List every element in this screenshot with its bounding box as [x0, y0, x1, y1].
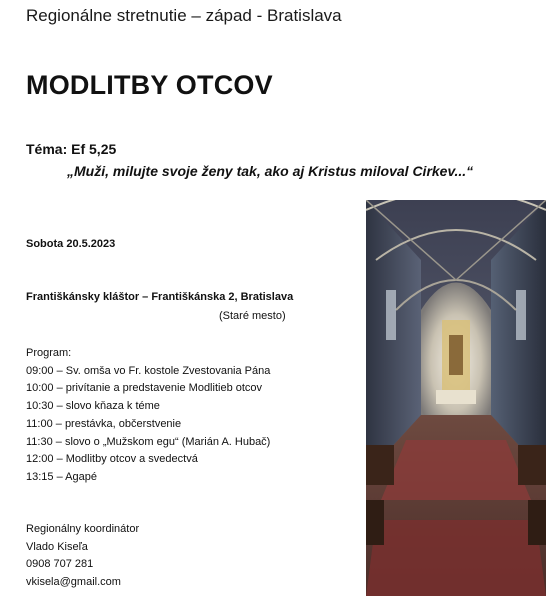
program-item: 11:30 – slovo o „Mužskom egu“ (Marián A. Hubač) [26, 435, 271, 448]
coordinator-email[interactable]: vkisela@gmail.com [26, 576, 121, 589]
venue-note: (Staré mesto) [219, 310, 286, 322]
program-item: 13:15 – Agapé [26, 470, 97, 483]
program-item: 10:30 – slovo kňaza k téme [26, 400, 160, 413]
event-venue: Františkánsky kláštor – Františkánska 2, Bratislava [26, 291, 294, 303]
church-interior-photo [366, 200, 546, 596]
page-title: MODLITBY OTCOV [26, 70, 273, 100]
coordinator-phone: 0908 707 281 [26, 558, 94, 571]
program-list [26, 345, 270, 487]
theme-label: Téma: Ef 5,25 [26, 141, 117, 157]
event-subtitle: Regionálne stretnutie – západ - Bratislava [26, 6, 342, 25]
theme-quote: „Muži, milujte svoje ženy tak, ako aj Kristus miloval Cirkev...“ [67, 163, 474, 179]
program-item: 11:00 – prestávka, občerstvenie [26, 417, 182, 430]
coordinator-contact [26, 521, 139, 592]
program-heading: Program: [26, 347, 72, 359]
program-item: 09:00 – Sv. omša vo Fr. kostole Zvestovania Pána [26, 364, 271, 377]
coordinator-role: Regionálny koordinátor [26, 523, 140, 535]
program-item: 12:00 – Modlitby otcov a svedectvá [26, 453, 198, 466]
event-date: Sobota 20.5.2023 [26, 238, 116, 250]
program-item: 10:00 – privítanie a predstavenie Modlitieb otcov [26, 382, 263, 395]
coordinator-name: Vlado Kiseľa [26, 540, 88, 553]
